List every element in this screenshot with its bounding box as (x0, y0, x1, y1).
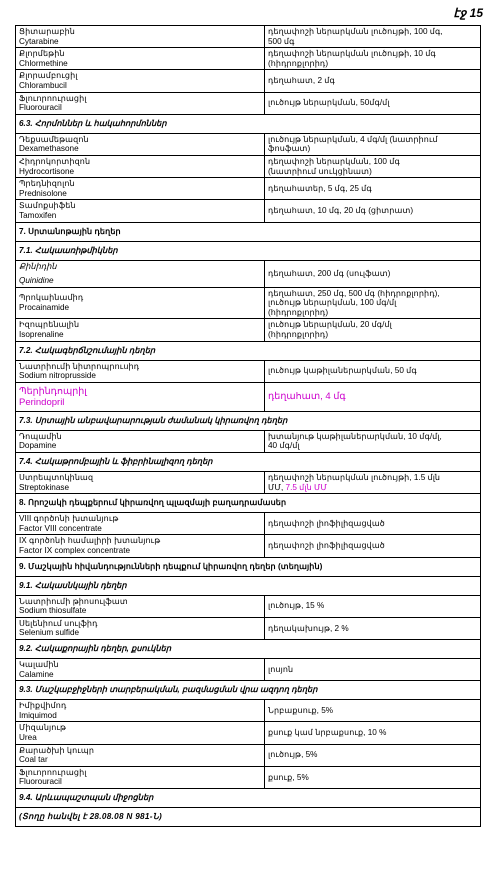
drug-name-armenian: Պրեդնիզոլոն (19, 179, 75, 189)
drug-list-table (15, 25, 481, 827)
drug-form-line: դեղափոշի լիոֆիլիզացված (268, 541, 385, 551)
drug-name-cell (16, 595, 265, 617)
section-row (16, 241, 481, 260)
drug-name-cell (16, 766, 265, 788)
drug-form-line: դեղափոշի ներարկման լուծույթի, 100 մգ, (268, 27, 443, 36)
drug-row (16, 430, 481, 452)
note-row (16, 807, 481, 826)
drug-form-cell (265, 319, 481, 341)
drug-form-line: դեղահատ, 200 մգ (սուլֆատ) (268, 268, 391, 278)
drug-name-latin: Calamine (19, 669, 54, 679)
drug-name-armenian: Դեքսամեթազոն (19, 134, 89, 144)
drug-name-latin: Cytarabine (19, 36, 59, 46)
drug-name-cell (16, 744, 265, 766)
drug-row (16, 200, 481, 222)
drug-form-cell (265, 92, 481, 114)
drug-name-latin: Streptokinase (19, 482, 70, 492)
drug-name-latin: Urea (19, 732, 37, 742)
drug-row (16, 92, 481, 114)
drug-row (16, 287, 481, 319)
drug-form-line: (հիդրոքլորիդ) (268, 330, 329, 340)
drug-form-cell (265, 155, 481, 177)
drug-form-line: դեղակախույթ, 2 % (268, 623, 349, 633)
drug-name-armenian: Միզանյութ (19, 723, 67, 733)
section-row (16, 557, 481, 576)
drug-name-latin: Factor IX complex concentrate (19, 546, 131, 555)
drug-name-cell (16, 287, 265, 319)
drug-row (16, 766, 481, 788)
drug-form-line: լուծույթ ներարկման, 20 մգ/մլ (268, 320, 392, 330)
drug-name-armenian: Ցիտարաբին (19, 27, 75, 36)
drug-row (16, 70, 481, 92)
section-heading: 9.4. Արևապաշտպան միջոցներ (16, 788, 481, 807)
drug-form-cell (265, 133, 481, 155)
drug-name-latin: Imiquimod (19, 710, 57, 720)
drug-name-latin: Sodium thiosulfate (19, 606, 87, 616)
section-heading: 7.1. Հակաառիթմիկներ (16, 241, 481, 260)
drug-row (16, 658, 481, 680)
drug-form-line: լուծույթ ներարկման, 50մգ/մլ (268, 98, 390, 108)
drug-name-armenian: Ֆլուորոուրացիլ (19, 93, 87, 103)
drug-form-cell (265, 287, 481, 319)
drug-name-latin: Dopamine (19, 441, 57, 451)
section-heading: 8. Որոշակի դեպքերում կիրառվող պլազմայի բաղադրամասեր (16, 494, 481, 513)
drug-row (16, 133, 481, 155)
drug-form-cell (265, 260, 481, 287)
drug-form-line: քսուք, 5% (268, 772, 309, 782)
drug-row (16, 617, 481, 639)
drug-name-armenian: Նատրիումի նիտրոպրուսիդ (19, 361, 140, 371)
section-heading: 6.3. Հորմոններ և հակահորմոններ (16, 114, 481, 133)
section-row (16, 576, 481, 595)
section-heading: 7. Սրտանոթային դեղեր (16, 222, 481, 241)
drug-form-line: դեղահատ, 250 մգ, 500 մգ (հիդրոքլորիդ), (268, 288, 440, 298)
drug-name-cell (16, 92, 265, 114)
drug-form-line: դեղահատ, 10 մգ, 20 մգ (ցիտրատ) (268, 206, 414, 216)
drug-row (16, 260, 481, 287)
drug-form-highlight: 7.5 մլն ՄՄ (283, 482, 328, 492)
section-heading: 7.4. Հակաթրոմբային և ֆիբրինալիզող դեղեր (16, 453, 481, 472)
drug-name-armenian: Քինիդին (19, 261, 57, 271)
section-row (16, 639, 481, 658)
drug-name-cell (16, 155, 265, 177)
drug-name-latin: Quinidine (19, 276, 54, 286)
drug-form-cell (265, 722, 481, 744)
drug-form-cell (265, 382, 481, 411)
section-heading: 7.2. Հակագերճնշումային դեղեր (16, 341, 481, 360)
drug-form-line: (նատրիում սուկցինատ) (268, 166, 372, 176)
drug-form-line: 40 մգ/մլ (268, 441, 300, 451)
section-heading: 9.2. Հակաքորային դեղեր, քսուկներ (16, 639, 481, 658)
section-row (16, 222, 481, 241)
drug-name-armenian: Հիդրոկորտիզոն (19, 156, 91, 166)
drug-row (16, 722, 481, 744)
section-row (16, 494, 481, 513)
drug-name-latin: Isoprenaline (19, 330, 64, 340)
drug-name-latin: Fluorouracil (19, 103, 62, 113)
drug-row (16, 48, 481, 70)
drug-form-cell (265, 48, 481, 70)
drug-name-armenian: VIII գործոնի խտանյութ (19, 514, 119, 524)
drug-form-cell (265, 658, 481, 680)
drug-name-latin: Dexamethasone (19, 144, 79, 154)
drug-row (16, 744, 481, 766)
drug-name-armenian: Ֆլուորոուրացիլ (19, 767, 87, 777)
drug-name-cell (16, 382, 265, 411)
drug-name-cell (16, 472, 265, 494)
drug-name-latin: Tamoxifen (19, 210, 57, 220)
drug-row (16, 382, 481, 411)
drug-form-line: դեղահատեր, 5 մգ, 25 մգ (268, 183, 372, 193)
drug-name-armenian: Իմիքվիմոդ (19, 701, 67, 711)
drug-name-cell (16, 178, 265, 200)
drug-name-cell (16, 722, 265, 744)
drug-form-line: լուծույթ, 5% (268, 750, 318, 760)
drug-form-line: լոսյոն (268, 664, 294, 674)
drug-name-armenian: Քարածխի կուպր (19, 745, 95, 755)
drug-name-latin: Hydrocortisone (19, 166, 75, 176)
drug-form-cell (265, 472, 481, 494)
drug-row (16, 595, 481, 617)
section-heading: 9.3. Մաշկաբջիջների տարբերակման, բազմացման վրա ազդող դեղեր (16, 681, 481, 700)
drug-form-cell (265, 535, 481, 557)
section-heading: 9. Մաշկային հիվանդությունների դեպքում կիրառվող դեղեր (տեղային) (16, 557, 481, 576)
drug-name-cell (16, 700, 265, 722)
drug-form-line: դեղափոշի ներարկման լուծույթի, 10 մգ (268, 49, 436, 59)
section-heading: 9.1. Հակասնկային դեղեր (16, 576, 481, 595)
drug-form-cell (265, 26, 481, 48)
drug-name-cell (16, 48, 265, 70)
drug-row (16, 472, 481, 494)
drug-form-line: դեղափոշի ներարկման լուծույթի, 1.5 մլն (268, 473, 441, 483)
section-row (16, 453, 481, 472)
drug-form-line: Նրբաքսուք, 5% (268, 705, 334, 715)
drug-name-latin: Factor VIII concentrate (19, 523, 102, 533)
drug-name-cell (16, 658, 265, 680)
drug-form-line: լուծույթ, 15 % (268, 601, 325, 611)
page-number: էջ 15 (453, 6, 483, 20)
drug-form-line: դեղահատ, 4 մգ (268, 391, 346, 403)
drug-list-body (16, 26, 481, 827)
drug-form-line: լուծույթ ներարկման, 100 մգ/մլ (268, 298, 397, 308)
drug-name-armenian: Քլորամբուցիլ (19, 71, 78, 81)
drug-name-cell (16, 200, 265, 222)
drug-form-line: ՄՄ, 7.5 մլն ՄՄ (268, 482, 328, 492)
drug-name-armenian: Կալամին (19, 659, 59, 669)
drug-row (16, 26, 481, 48)
drug-name-cell (16, 260, 265, 287)
drug-row (16, 178, 481, 200)
drug-name-latin: Coal tar (19, 755, 48, 765)
drug-name-latin: Perindopril (19, 396, 65, 408)
drug-form-line: քսուք կամ նրբաքսուք, 10 % (268, 728, 387, 738)
drug-name-latin: Chlorambucil (19, 80, 67, 90)
drug-name-armenian: Քլորմեթին (19, 49, 65, 59)
drug-form-line: լուծույթ կաթիլաներարկման, 50 մգ (268, 366, 417, 376)
drug-name-armenian: Սելենիում սուլֆիդ (19, 618, 98, 628)
drug-form-line: ֆոսֆատ) (268, 144, 311, 154)
drug-form-cell (265, 766, 481, 788)
drug-form-cell (265, 178, 481, 200)
drug-name-armenian: Ստրեպտոկինազ (19, 473, 94, 483)
drug-form-line: լուծույթ ներարկման, 4 մգ/մլ (նատրիում (268, 134, 438, 144)
drug-name-cell (16, 133, 265, 155)
drug-name-latin: Selenium sulfide (19, 628, 80, 638)
drug-row (16, 155, 481, 177)
drug-form-cell (265, 617, 481, 639)
drug-form-line: (հիդրոքլորիդ) (268, 58, 329, 68)
drug-name-armenian: Պերինդոպրիլ (19, 385, 87, 397)
drug-form-cell (265, 360, 481, 382)
drug-name-cell (16, 360, 265, 382)
drug-name-cell (16, 617, 265, 639)
drug-name-latin: Chlormethine (19, 58, 68, 68)
drug-form-line: դեղափոշի լիոֆիլիզացված (268, 519, 385, 529)
drug-row (16, 535, 481, 557)
section-heading: 7.3. Սրտային անբավարարության ժամանակ կիրառվող դեղեր (16, 411, 481, 430)
drug-name-armenian: Իզոպրենալին (19, 320, 80, 330)
drug-row (16, 319, 481, 341)
drug-form-line: (հիդրոքլորիդ) (268, 307, 329, 317)
drug-form-cell (265, 70, 481, 92)
drug-name-armenian: Նատրիումի թիոսուլֆատ (19, 596, 128, 606)
note-text: (Տողը հանվել է 28.08.08 N 981-Ն) (16, 807, 481, 826)
drug-row (16, 700, 481, 722)
drug-name-armenian: Տամոքսիֆեն (19, 201, 76, 211)
drug-name-cell (16, 70, 265, 92)
drug-name-cell (16, 513, 265, 535)
drug-name-armenian: Դոպամին (19, 431, 62, 441)
drug-form-cell (265, 700, 481, 722)
drug-name-latin: Prednisolone (19, 188, 67, 198)
drug-form-cell (265, 513, 481, 535)
drug-form-cell (265, 430, 481, 452)
section-row (16, 114, 481, 133)
section-row (16, 788, 481, 807)
drug-name-cell (16, 319, 265, 341)
drug-form-line: 500 մգ (268, 36, 295, 46)
drug-name-cell (16, 26, 265, 48)
drug-name-latin: Fluorouracil (19, 777, 62, 787)
drug-name-latin: Procainamide (19, 303, 70, 313)
drug-row (16, 513, 481, 535)
drug-name-cell (16, 535, 265, 557)
drug-name-armenian: IX գործոնի համալիրի խտանյութ (19, 536, 161, 546)
drug-name-latin: Sodium nitroprusside (19, 371, 96, 381)
section-row (16, 681, 481, 700)
drug-name-cell (16, 430, 265, 452)
section-row (16, 411, 481, 430)
drug-form-cell (265, 744, 481, 766)
drug-row (16, 360, 481, 382)
drug-name-armenian: Պրոկաինամիդ (19, 293, 84, 303)
drug-form-line: դեղափոշի ներարկման, 100 մգ (268, 156, 400, 166)
drug-form-cell (265, 595, 481, 617)
drug-form-line: խտանյութ կաթիլաներարկման, 10 մգ/մլ, (268, 431, 442, 441)
drug-form-cell (265, 200, 481, 222)
drug-form-line: դեղահատ, 2 մգ (268, 76, 335, 86)
section-row (16, 341, 481, 360)
